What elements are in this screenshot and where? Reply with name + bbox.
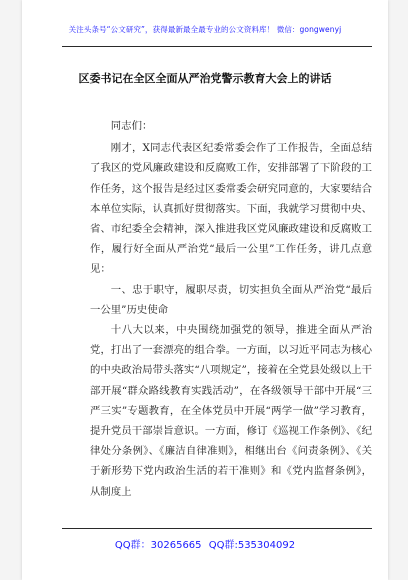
header-note: 关注头条号“公文研究”，获得最新最全最专业的公文资料库！ 微信：gongwenyj (68, 25, 342, 34)
paragraph-intro: 刚才，X同志代表区纪委常委会作了工作报告，全面总结了我区的党风廉政建设和反腐败工作，安排部署了下阶段的工作任务，这个报告是经过区委常委会研究同意的，大家要结合本单位实际，认真抓好贯彻落实。下面，我就学习贯彻中央、省、市纪委全会精神，深入推进我区党风廉政建设和反腐败工作，履行好全面从严治党“最后一公里”工作任务，讲几点意见： (90, 142, 372, 276)
footer (22, 536, 388, 551)
header-divider (62, 46, 372, 47)
footer-divider (62, 528, 372, 529)
section-heading: 一、忠于职守，履职尽责，切实担负全面从严治党“最后一公里”历史使命 (90, 283, 372, 316)
document-title: 区委书记在全区全面从严治党警示教育大会上的讲话 (78, 72, 332, 85)
document-page (22, 0, 388, 580)
footer-qq-group-1: QQ群：30265665 (114, 540, 202, 551)
paragraph-body: 十八大以来，中央围绕加强党的领导，推进全面从严治党，打出了一套漂亮的组合拳。一方面，以习近平同志为核心的中央政治局带头落实“八项规定”，接着在全党县处级以上干部开展“群众路线教育实践活动”，在各级领导干部中开展“三严三实”专题教育，在全体党员中开展“两学一做”学习教育，提升党员干部崇旨意识。一方面，修订《巡视工作条例》、《纪律处分条例》、《廉洁自律准则》，相继出台《问责条例》、《关于新形势下党内政治生活的若干准则》和《党内监督条例》，从制度上 (90, 324, 372, 498)
footer-qq-group-2: QQ群:535304092 (208, 540, 296, 551)
salutation: 同志们： (110, 120, 153, 132)
document-body (90, 116, 372, 502)
